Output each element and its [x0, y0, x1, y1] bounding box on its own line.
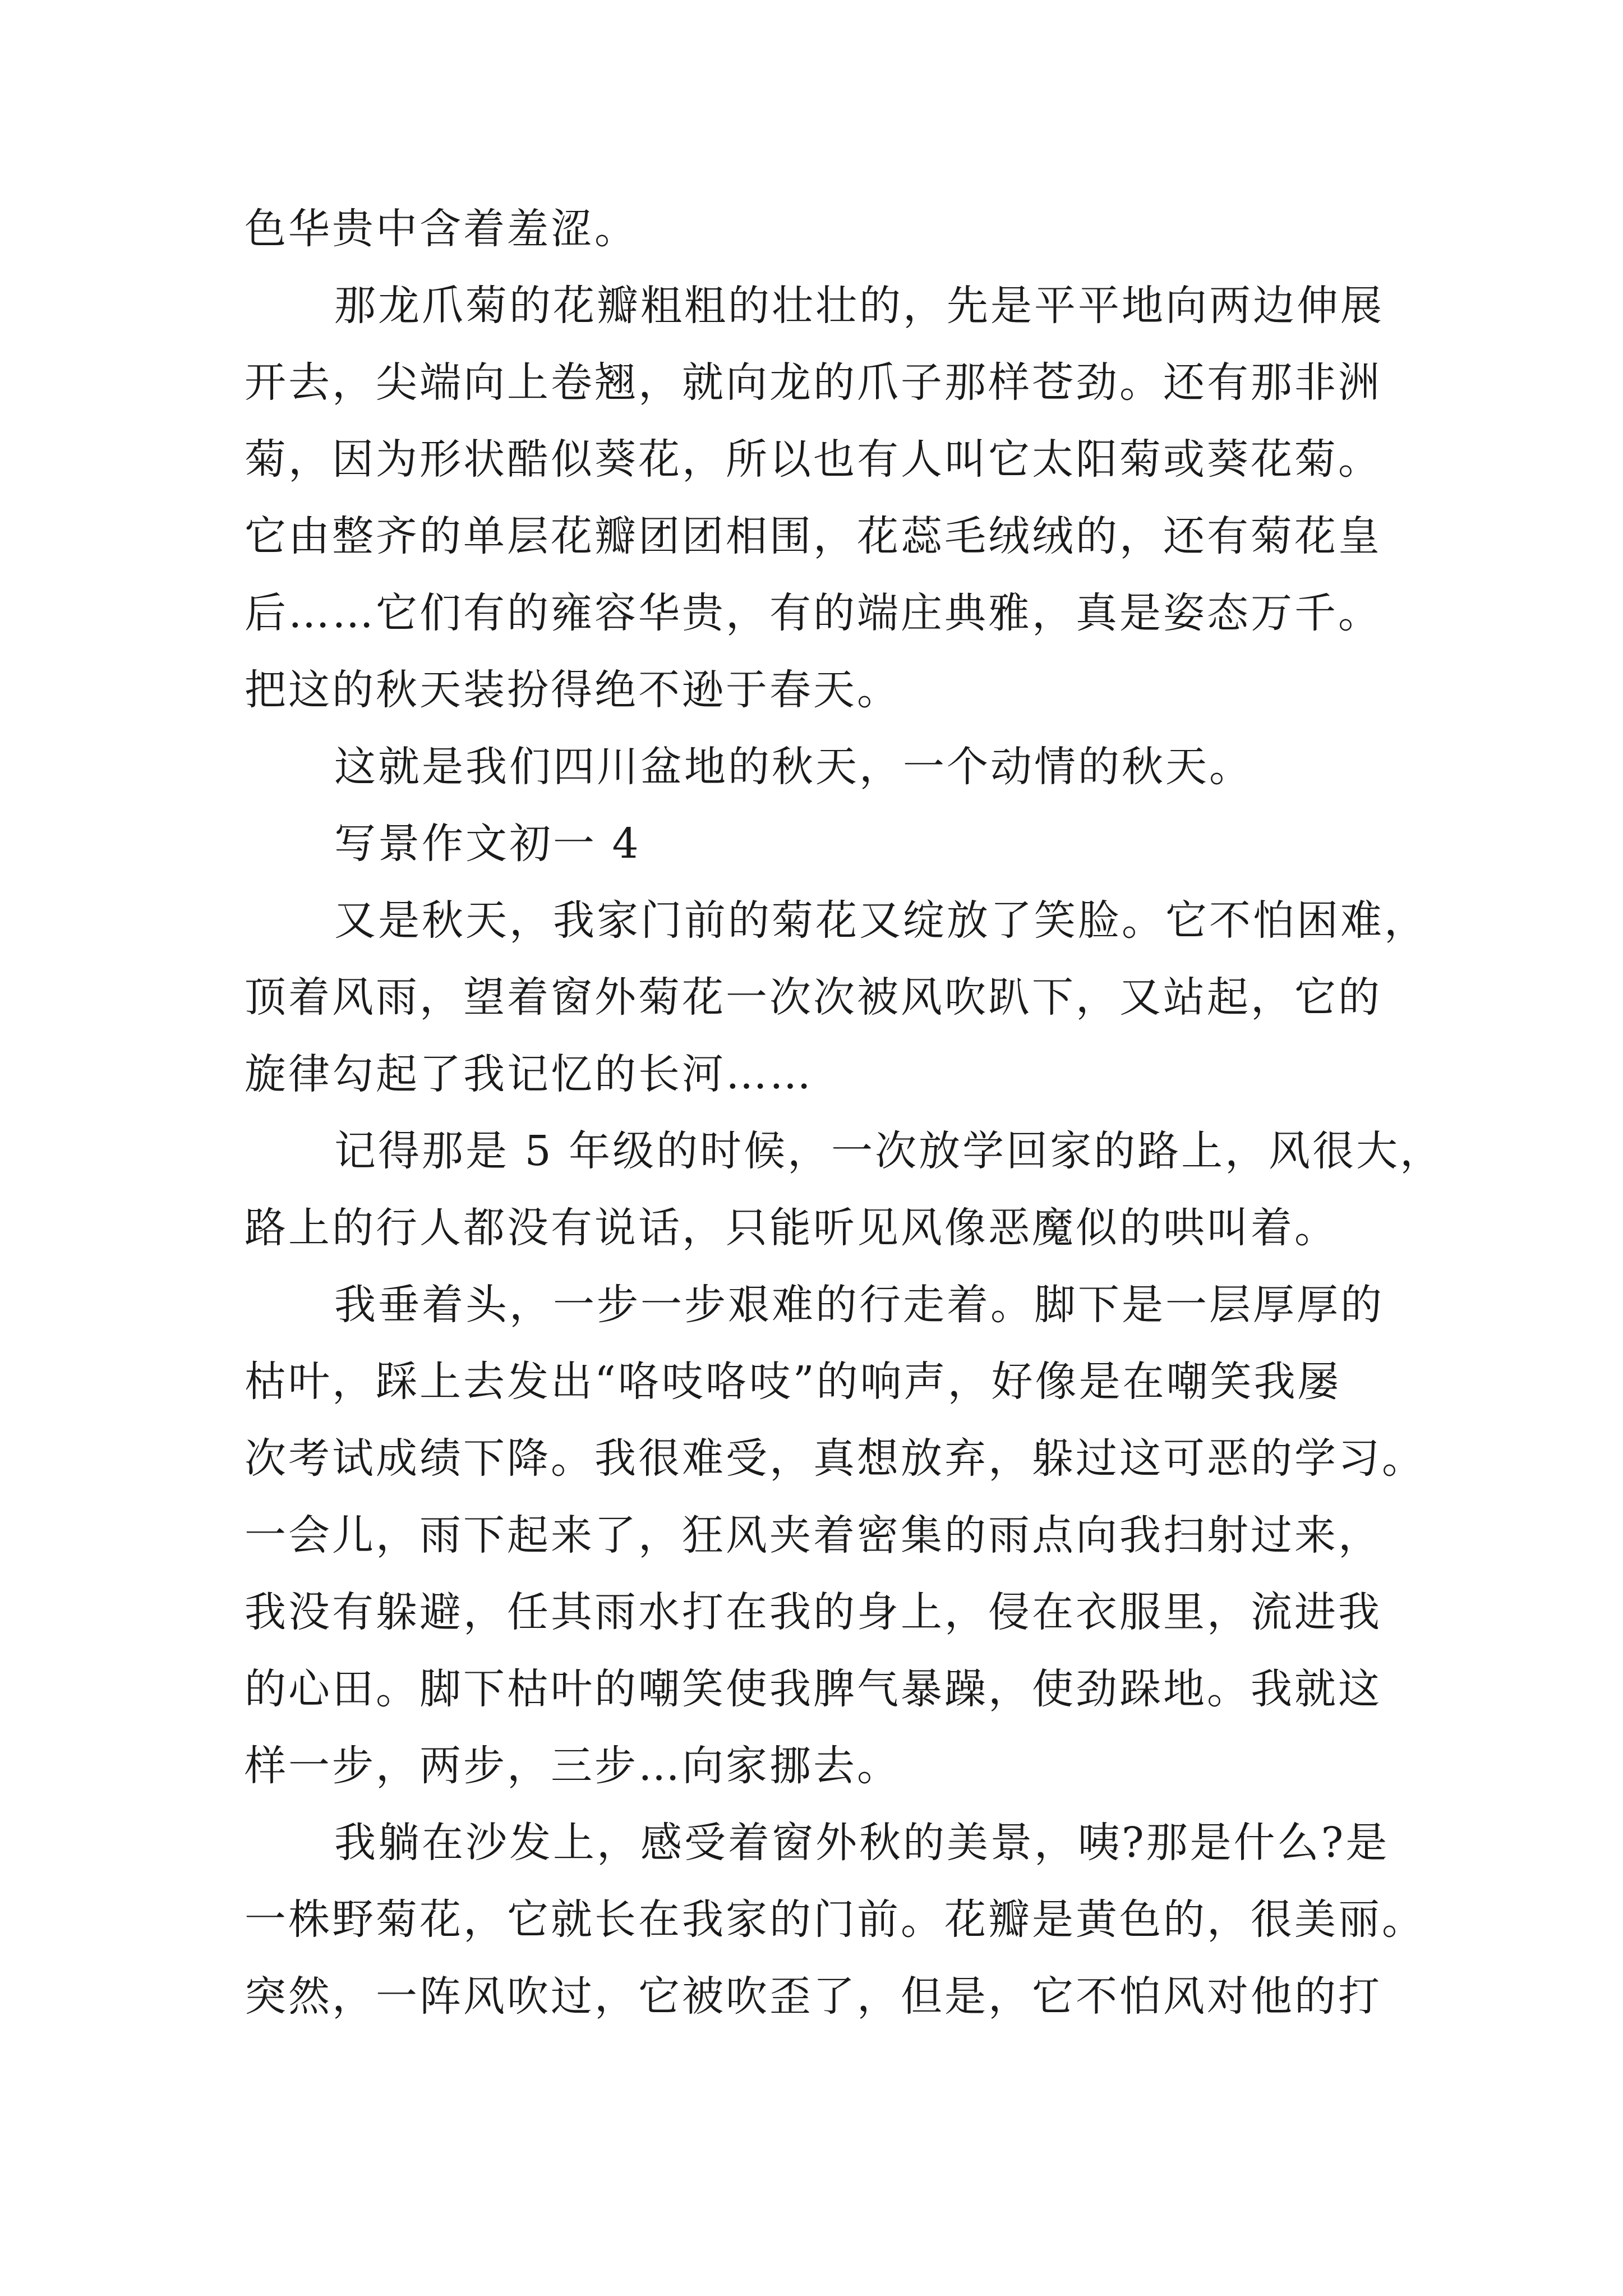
text-line: 这就是我们四川盆地的秋天，一个动情的秋天。 [334, 743, 1253, 791]
text-line: 样一步，两步，三步…向家挪去。 [245, 1742, 901, 1790]
text-line: 一株野菊花，它就长在我家的门前。花瓣是黄色的，很美丽。 [245, 1895, 1426, 1944]
text-line: 它由整齐的单层花瓣团团相围，花蕊毛绒绒的，还有菊花皇 [245, 512, 1382, 560]
text-line: 旋律勾起了我记忆的长河…… [245, 1050, 813, 1098]
body-text [245, 191, 1444, 2035]
text-line: 开去，尖端向上卷翘，就向龙的爪子那样苍劲。还有那非洲 [245, 358, 1382, 407]
text-line: 次考试成绩下降。我很难受，真想放弃，躲过这可恶的学习。 [245, 1434, 1426, 1483]
text-line: 那龙爪菊的花瓣粗粗的壮壮的，先是平平地向两边伸展 [334, 282, 1384, 330]
text-line: 后……它们有的雍容华贵，有的端庄典雅，真是姿态万千。 [245, 589, 1382, 637]
text-line: 顶着风雨，望着窗外菊花一次次被风吹趴下，又站起，它的 [245, 973, 1382, 1022]
text-line: 枯叶，踩上去发出“咯吱咯吱”的响声，好像是在嘲笑我屡 [245, 1358, 1341, 1406]
text-line: 我没有躲避，任其雨水打在我的身上，侵在衣服里，流进我 [245, 1588, 1382, 1636]
text-line: 突然，一阵风吹过，它被吹歪了，但是，它不怕风对他的打 [245, 1972, 1382, 2021]
text-line: 记得那是 5 年级的时候，一次放学回家的路上，风很大， [334, 1127, 1444, 1175]
text-line: 一会儿，雨下起来了，狂风夹着密集的雨点向我扫射过来， [245, 1511, 1382, 1559]
text-line: 的心田。脚下枯叶的嘲笑使我脾气暴躁，使劲跺地。我就这 [245, 1665, 1382, 1713]
text-line: 我躺在沙发上，感受着窗外秋的美景，咦?那是什么?是 [334, 1819, 1390, 1867]
text-line: 我垂着头，一步一步艰难的行走着。脚下是一层厚厚的 [334, 1281, 1384, 1329]
text-line: 把这的秋天装扮得绝不逊于春天。 [245, 666, 901, 714]
text-line: 路上的行人都没有说话，只能听见风像恶魔似的哄叫着。 [245, 1204, 1338, 1252]
text-line: 又是秋天，我家门前的菊花又绽放了笑脸。它不怕困难， [334, 896, 1428, 945]
text-line: 菊，因为形状酷似葵花，所以也有人叫它太阳菊或葵花菊。 [245, 435, 1382, 484]
text-line: 色华贵中含着羞涩。 [245, 205, 638, 253]
section-heading: 写景作文初一 4 [334, 820, 641, 868]
